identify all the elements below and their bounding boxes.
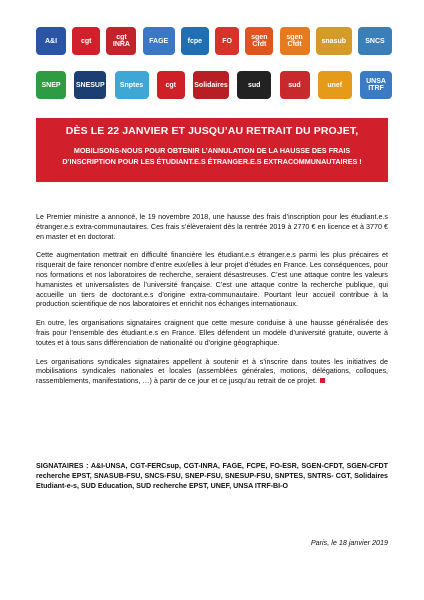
- logo-unef: unef: [318, 71, 352, 99]
- paragraph-announcement: Le Premier ministre a annoncé, le 19 novembre 2018, une hausse des frais d’inscription pour les étudiant.e.s étranger.e.s extra-communautaires. Ces frais s’élèveraient dès la rentrée 2019 à 2770 € en licence et à 3770 € en master et en doctorat.: [36, 213, 388, 241]
- call-to-action-text: Les organisations syndicales signataires appellent à soutenir et à s’inscrire dans toutes les initiatives de mobilisations syndicales nationales et locales (assemblées générales, motions, délégations, colloques, rassemblements, manifestations, …) à partir de ce jour et ce jusqu’au retrait de ce projet.: [36, 357, 388, 386]
- logo-sgen-cfdt-recherche: sgen Cfdt: [280, 27, 310, 55]
- logo-fo-esr: FO: [215, 27, 239, 55]
- end-mark-icon: [320, 378, 325, 383]
- logo-snasub: snasub: [316, 27, 352, 55]
- logo-cgt-ferc: cgt: [72, 27, 100, 55]
- logo-snep-fsu: SNEP: [36, 71, 66, 99]
- headline-banner: [36, 118, 388, 182]
- logo-sud-recherche: sud: [280, 71, 310, 99]
- logo-unsa-itrf: UNSA ITRF: [360, 71, 392, 99]
- headline-subtitle-line-1: MOBILISONS-NOUS POUR OBTENIR L’ANNULATION DE LA HAUSSE DES FRAIS: [73, 146, 351, 155]
- paragraph-consequences: Cette augmentation mettrait en difficulté financière les étudiant.e.s étranger.e.s parmi les plus précaires et risquerait de faire renoncer nombre d’entre eux/elles à leur projet d’études en France. Les conséquences, pour nos formations et nos laboratoires de recherche, seraient désastreuses. C’est une attaque contre les valeurs humanistes et universalistes de l’université française. C’est une attaque contre la recherche publique, qui accueille un tiers de doctorant.e.s d’origine extra-communautaire. Pourtant leur accueil contribue à la production scientifique de nos laboratoires et enrichit nos échanges internationaux.: [36, 251, 388, 309]
- paragraph-concerns: En outre, les organisations signataires craignent que cette mesure conduise à une hausse généralisée des frais pour l’ensemble des étudiant.e.s en France. Elles défendent un modèle d’université gratuite, ouverte à toutes et à tous sans différenciation de nationalité ou d’origine géographique.: [36, 319, 388, 347]
- headline-subtitle: [36, 145, 388, 167]
- logo-sud-education: sud: [237, 71, 271, 99]
- logo-strip: [36, 22, 392, 110]
- body-text: [36, 213, 388, 396]
- signatories-list: A&I-UNSA, CGT-FERCsup, CGT-INRA, FAGE, FCPE, FO-ESR, SGEN-CFDT, SGEN-CFDT recherche EPST, SNASUB-FSU, SNCS-FSU, SNEP-FSU, SNESUP-FSU, SNPTES, SNTRS- CGT, Solidaires Etudiant-e-s, SUD Education, SUD recherche EPST, UNEF, UNSA ITRF-BI-O: [36, 462, 388, 490]
- logo-fage: FAGE: [143, 27, 175, 55]
- logo-sntrs-cgt: cgt: [157, 71, 185, 99]
- logo-a-i-unsa: A&I: [36, 27, 66, 55]
- logo-sgen-cfdt: sgen Cfdt: [245, 27, 273, 55]
- paragraph-call-to-action: [36, 358, 388, 387]
- signatories-label: SIGNATAIRES :: [36, 462, 89, 470]
- logo-snesup-fsu: SNESUP: [74, 71, 106, 99]
- headline-subtitle-line-2: D’INSCRIPTION POUR LES ÉTUDIANT.E.S ÉTRANGER.E.S EXTRACOMMUNAUTAIRES !: [62, 157, 362, 166]
- headline-title: DÈS LE 22 JANVIER ET JUSQU’AU RETRAIT DU PROJET,: [65, 125, 359, 137]
- logo-solidaires-etudiants: Solidaires: [193, 71, 229, 99]
- logo-cgt-inra: cgt INRA: [106, 27, 136, 55]
- logo-fcpe: fcpe: [181, 27, 209, 55]
- document-date: Paris, le 18 janvier 2019: [310, 538, 388, 547]
- signatories: [36, 461, 388, 491]
- logo-snptes: Snptes: [115, 71, 149, 99]
- logo-sncs-fsu: SNCS: [358, 27, 392, 55]
- logo-row-bottom: [36, 66, 392, 104]
- logo-row-top: [36, 22, 392, 60]
